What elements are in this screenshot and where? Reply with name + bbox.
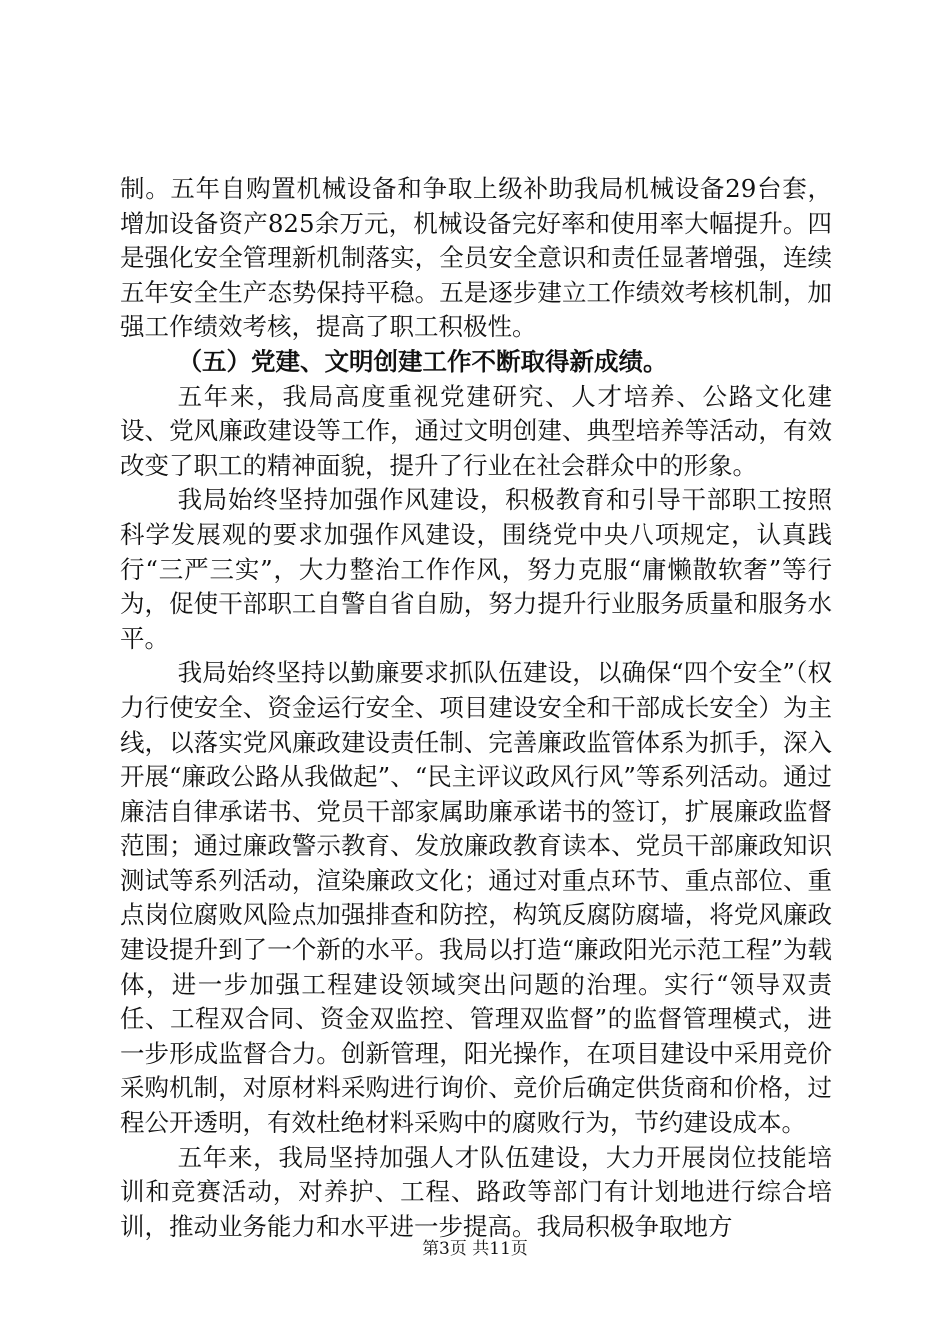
paragraph: 五年来，我局坚持加强人才队伍建设，大力开展岗位技能培训和竞赛活动，对养护、工程、路政等部门有计划地进行综合培训，推动业务能力和水平进一步提高。我局积极争取地方 (120, 1142, 832, 1241)
paragraph-continuation: 制。五年自购置机械设备和争取上级补助我局机械设备29台套，增加设备资产825余万元，机械设备完好率和使用率大幅提升。四是强化安全管理新机制落实，全员安全意识和责任显著增强，连续五年安全生产态势保持平稳。五是逐步建立工作绩效考核机制，加强工作绩效考核，提高了职工积极性。 (120, 174, 832, 342)
page-number-footer: 第3页 共11页 (422, 1239, 528, 1259)
document-body (120, 172, 832, 1244)
paragraph: 我局始终坚持以勤廉要求抓队伍建设，以确保“四个安全”（权力行使安全、资金运行安全、项目建设安全和干部成长安全）为主线，以落实党风廉政建设责任制、完善廉政监管体系为抓手，深入开展“廉政公路从我做起”、“民主评议政风行风”等系列活动。通过廉洁自律承诺书、党员干部家属助廉承诺书的签订，扩展廉政监督范围；通过廉政警示教育、发放廉政教育读本、党员干部廉政知识测试等系列活动，渲染廉政文化；通过对重点环节、重点部位、重点岗位腐败风险点加强排查和防控，构筑反腐防腐墙，将党风廉政建设提升到了一个新的水平。我局以打造“廉政阳光示范工程”为载体，进一步加强工程建设领域突出问题的治理。实行“领导双责任、工程双合同、资金双监控、管理双监督”的监督管理模式，进一步形成监督合力。创新管理，阳光操作，在项目建设中采用竞价采购机制，对原材料采购进行询价、竞价后确定供货商和价格，过程公开透明，有效杜绝材料采购中的腐败行为，节约建设成本。 (120, 658, 832, 1138)
section-heading: （五）党建、文明创建工作不断取得新成绩。 (177, 346, 668, 376)
paragraph: 我局始终坚持加强作风建设，积极教育和引导干部职工按照科学发展观的要求加强作风建设，围绕党中央八项规定，认真践行“三严三实”，大力整治工作作风，努力克服“庸懒散软奢”等行为，促使干部职工自警自省自励，努力提升行业服务质量和服务水平。 (120, 485, 832, 653)
paragraph: 五年来，我局高度重视党建研究、人才培养、公路文化建设、党风廉政建设等工作，通过文明创建、典型培养等活动，有效改变了职工的精神面貌，提升了行业在社会群众中的形象。 (120, 381, 832, 480)
